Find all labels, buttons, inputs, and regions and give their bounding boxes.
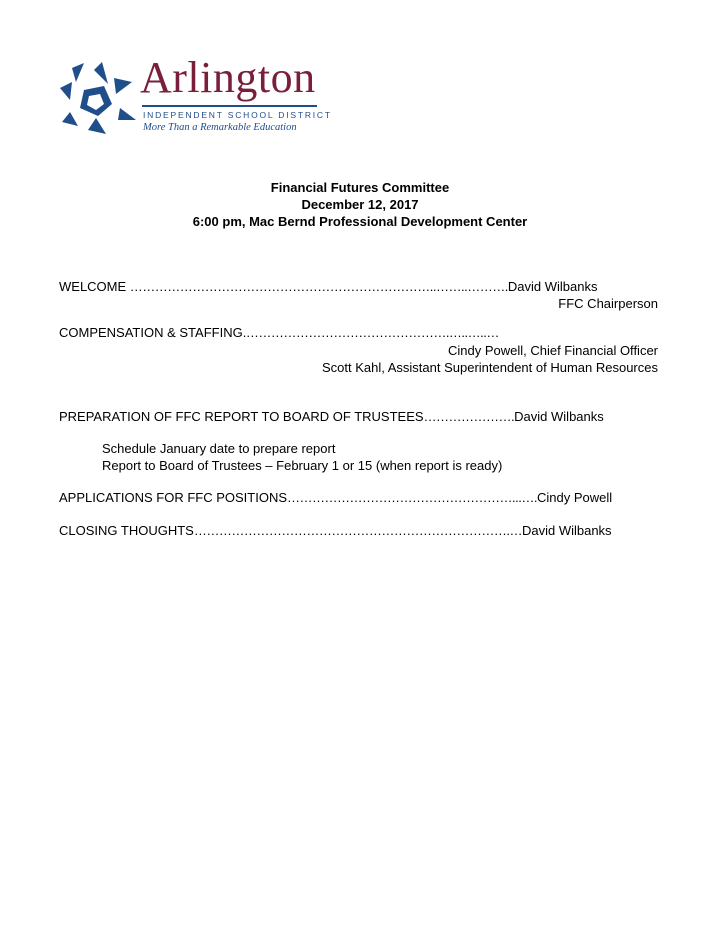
sub-item-schedule: Schedule January date to prepare report (102, 441, 336, 456)
leader-dots: …………………. (423, 409, 515, 424)
agenda-item-label: COMPENSATION & STAFFING (59, 325, 243, 340)
leader-dots: .………………………………………….…..…..… (242, 325, 499, 340)
leader-dots: ………………………………………………………………..……..………. (129, 279, 508, 294)
meeting-location: 6:00 pm, Mac Bernd Professional Development Center (192, 214, 528, 229)
presenter-hr: Scott Kahl, Assistant Superintendent of Human Resources (321, 360, 658, 375)
leader-dots: ………………………………………………………………….… (193, 523, 522, 538)
agenda-item-presenter: David Wilbanks (507, 279, 598, 294)
agenda-item-welcome (59, 279, 597, 294)
district-logo (58, 53, 332, 138)
meeting-title: Financial Futures Committee (270, 180, 450, 195)
presenter-role: FFC Chairperson (558, 296, 658, 311)
logo-district: INDEPENDENT SCHOOL DISTRICT (143, 110, 332, 120)
sub-item-report: Report to Board of Trustees – February 1 or 15 (when report is ready) (102, 458, 503, 473)
agenda-item-applications (59, 490, 612, 505)
star-a-logo-icon (58, 60, 138, 136)
leader-dots: ………………………………………………...…. (287, 490, 537, 505)
agenda-item-presenter: Cindy Powell (536, 490, 613, 505)
agenda-item-compensation (59, 325, 499, 340)
agenda-item-closing (59, 523, 612, 538)
agenda-item-label: PREPARATION OF FFC REPORT TO BOARD OF TRUSTEES (59, 409, 424, 424)
logo-wordmark: Arlington (140, 53, 316, 102)
logo-tagline: More Than a Remarkable Education (143, 122, 297, 133)
logo-rule (142, 105, 317, 107)
agenda-item-label: CLOSING THOUGHTS (59, 523, 194, 538)
agenda-item-label: APPLICATIONS FOR FFC POSITIONS (59, 490, 288, 505)
agenda-item-preparation (59, 409, 604, 424)
agenda-item-presenter: David Wilbanks (521, 523, 612, 538)
agenda-item-label: WELCOME (59, 279, 127, 294)
presenter-cfo: Cindy Powell, Chief Financial Officer (447, 343, 658, 358)
meeting-date: December 12, 2017 (301, 197, 419, 212)
agenda-item-presenter: David Wilbanks (514, 409, 604, 424)
